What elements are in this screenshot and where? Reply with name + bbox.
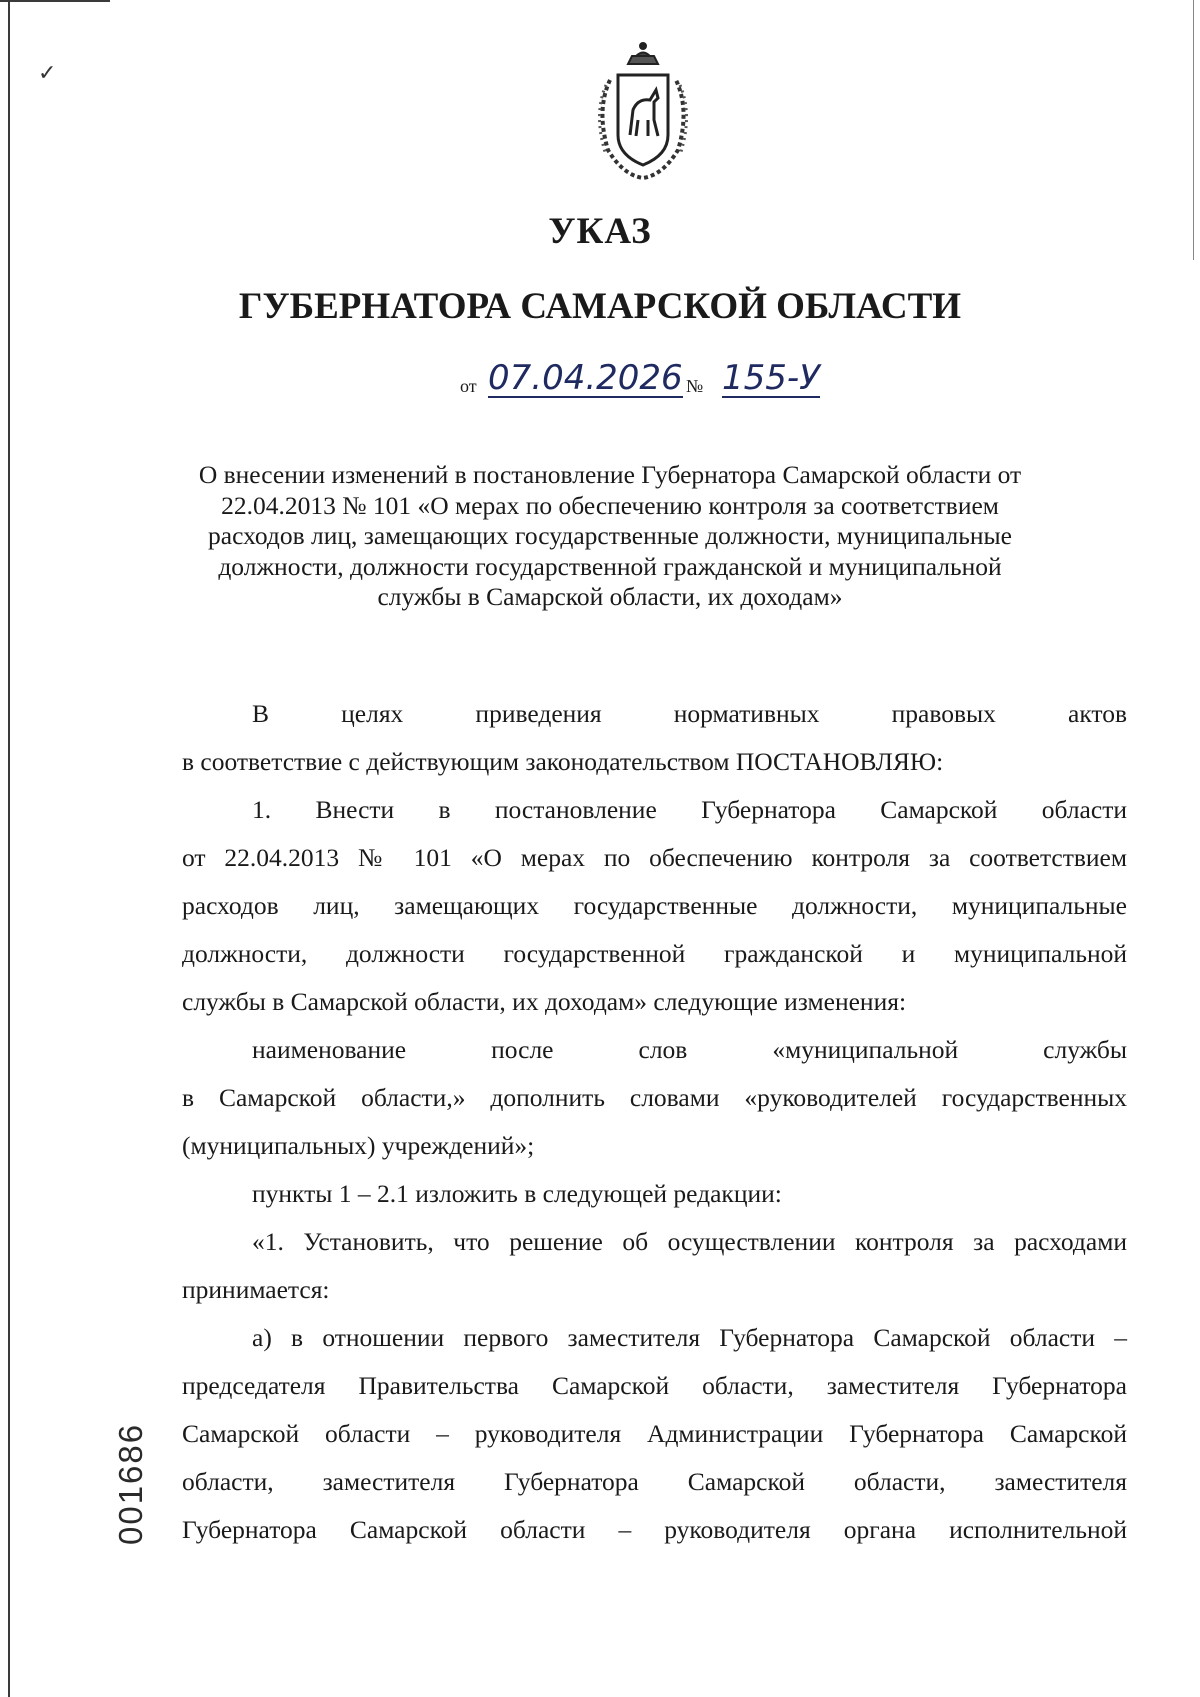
paragraph-line: службы в Самарской области, их доходам» следующие изменения: — [182, 987, 907, 1016]
coat-of-arms-icon — [588, 40, 698, 180]
paragraph-line: в Самарской области,» дополнить словами «руководителей государственных — [182, 1083, 1127, 1112]
handwritten-number: 155-У — [722, 358, 820, 398]
paragraph-line: расходов лиц, замещающих государственные должности, муниципальные — [182, 891, 1127, 920]
paragraph-line: пункты 1 – 2.1 изложить в следующей редакции: — [252, 1179, 782, 1208]
registration-stamp-number: 001686 — [112, 1422, 149, 1545]
paragraph-line: (муниципальных) учреждений»; — [182, 1131, 535, 1160]
paragraph-line: принимается: — [182, 1275, 330, 1304]
issuing-authority: ГУБЕРНАТОРА САМАРСКОЙ ОБЛАСТИ — [238, 286, 962, 327]
date-number-line — [460, 360, 880, 410]
scan-edge-top — [0, 0, 110, 2]
paragraph-line: Губернатора Самарской области – руководителя органа исполнительной — [182, 1515, 1127, 1544]
preamble-line: в соответствие с действующим законодательством ПОСТАНОВЛЯЮ: — [182, 747, 944, 776]
date-prefix: от — [460, 376, 477, 396]
document-title: УКАЗ — [548, 211, 652, 252]
paragraph-line: 1. Внести в постановление Губернатора Самарской области — [252, 795, 1127, 824]
paragraph-line: должности, должности государственной гражданской и муниципальной — [182, 939, 1127, 968]
paragraph-line: Самарской области – руководителя Администрации Губернатора Самарской — [182, 1419, 1127, 1448]
paragraph-line: а) в отношении первого заместителя Губернатора Самарской области – — [252, 1323, 1127, 1352]
scan-edge-left — [8, 0, 10, 1697]
paragraph-line: области, заместителя Губернатора Самарской области, заместителя — [182, 1467, 1127, 1496]
preamble-line: В целях приведения нормативных правовых актов — [252, 699, 1127, 728]
scan-mark-icon: ✓ — [38, 60, 57, 85]
paragraph-line: «1. Установить, что решение об осуществлении контроля за расходами — [252, 1227, 1127, 1256]
paragraph-line: от 22.04.2013 № 101 «О мерах по обеспечению контроля за соответствием — [182, 843, 1127, 872]
number-prefix: № — [686, 376, 704, 396]
handwritten-date: 07.04.2026 — [488, 358, 683, 398]
paragraph-line: наименование после слов «муниципальной службы — [252, 1035, 1127, 1064]
paragraph-line: председателя Правительства Самарской области, заместителя Губернатора — [182, 1371, 1127, 1400]
document-subject: О внесении изменений в постановление Губернатора Самарской области от 22.04.2013 № 101 «О мерах по обеспечению контроля за соответствием расходов лиц, замещающих государственные должности, муниципальные должности, должности государственной гражданской и муниципальной службы в Самарской области, их доходам» — [198, 460, 1022, 611]
